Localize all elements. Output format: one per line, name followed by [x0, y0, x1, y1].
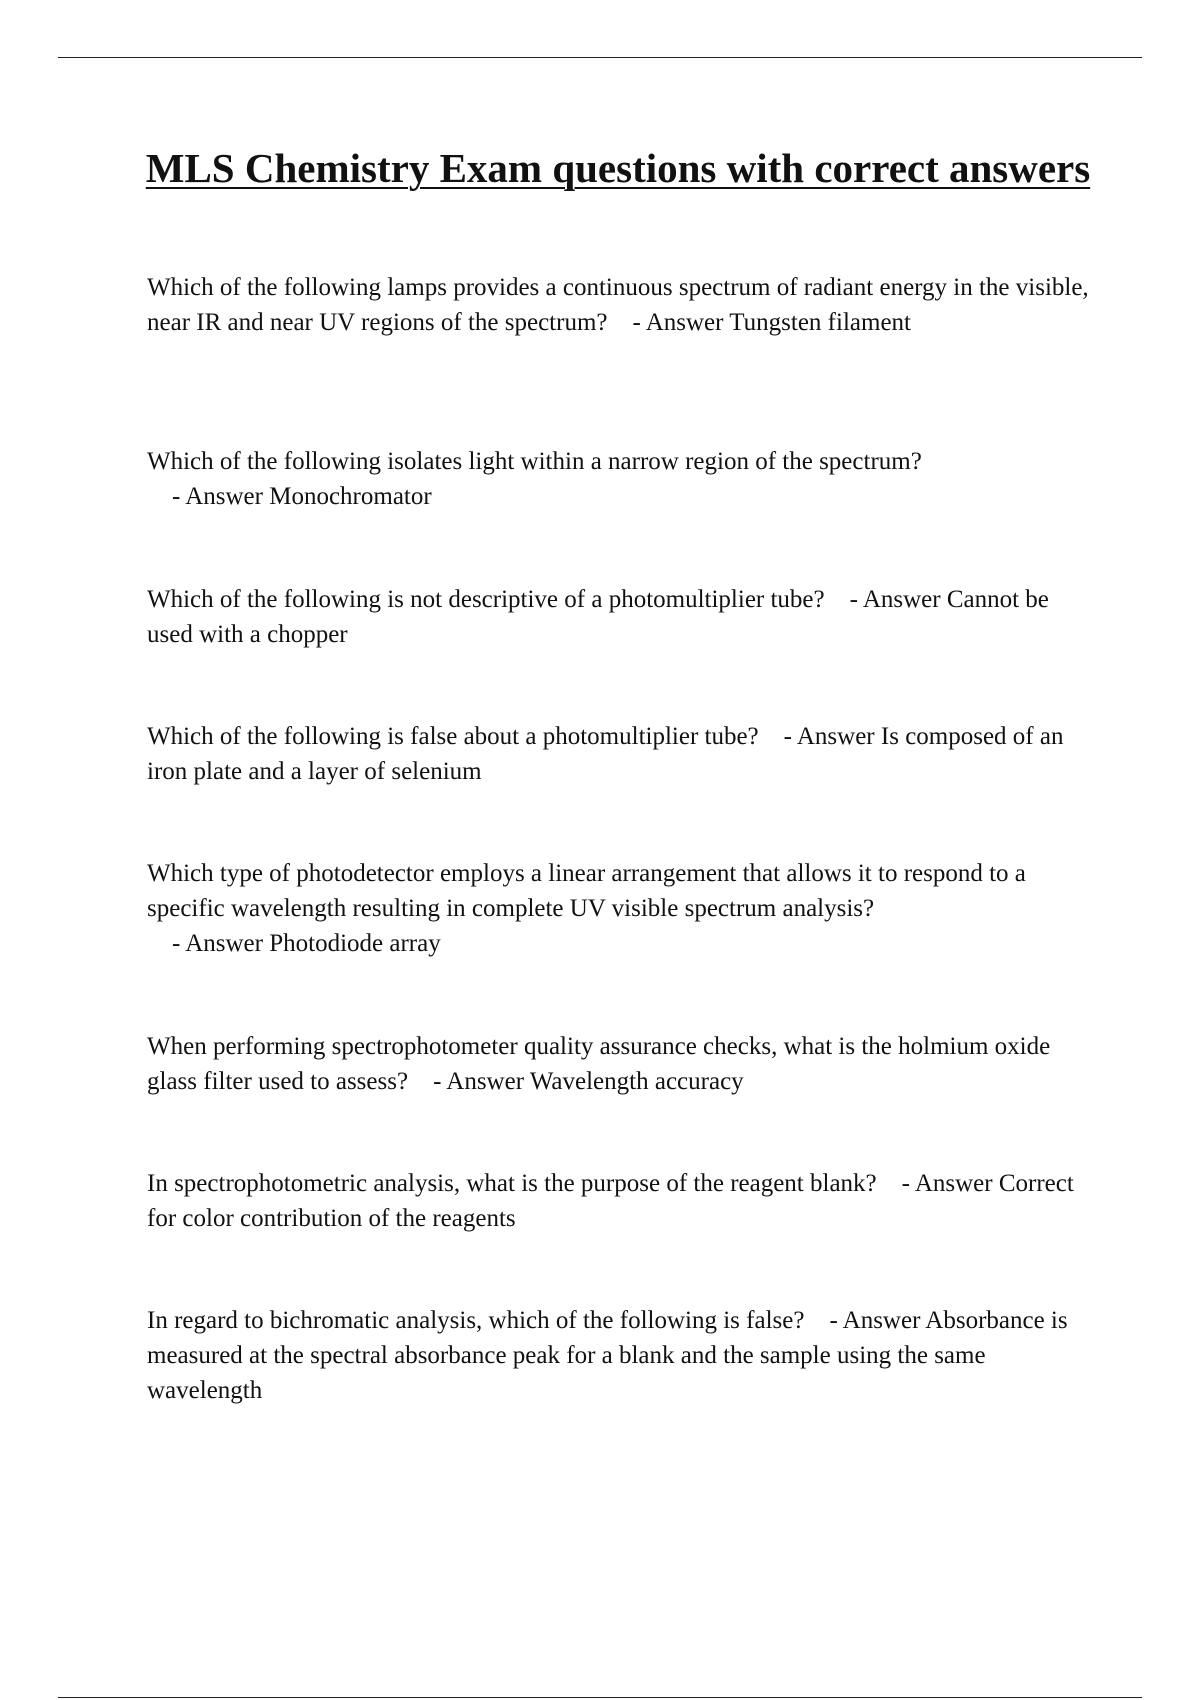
question-text: Which of the following is not descriptive of a photomultiplier tube?	[147, 586, 825, 613]
qa-item	[147, 1166, 1092, 1236]
qa-item	[147, 1303, 1092, 1408]
question-text: Which type of photodetector employs a linear arrangement that allows it to respond to a specific wavelength resulting in complete UV visible spectrum analysis?	[147, 860, 1026, 922]
answer-separator: - Answer	[147, 483, 270, 510]
qa-item	[147, 856, 1092, 961]
qa-item	[147, 719, 1092, 789]
answer-text: Is composed of an iron plate and a layer of selenium	[147, 723, 1064, 785]
question-text: Which of the following is false about a photomultiplier tube?	[147, 723, 759, 750]
answer-text: Monochromator	[269, 483, 432, 510]
question-text: In spectrophotometric analysis, what is the purpose of the reagent blank?	[147, 1170, 877, 1197]
answer-text: Absorbance is measured at the spectral absorbance peak for a blank and the sample using the same wavelength	[147, 1307, 1068, 1404]
answer-text: Correct for color contribution of the reagents	[147, 1170, 1074, 1232]
question-text: In regard to bichromatic analysis, which of the following is false?	[147, 1307, 805, 1334]
answer-separator: - Answer	[408, 1068, 530, 1095]
answer-separator: - Answer	[804, 1307, 926, 1334]
answer-text: Cannot be used with a chopper	[147, 586, 1049, 648]
question-text: Which of the following isolates light within a narrow region of the spectrum?	[147, 448, 922, 475]
answer-separator: - Answer	[147, 930, 270, 957]
bottom-rule	[58, 1697, 1142, 1698]
question-text: When performing spectrophotometer quality assurance checks, what is the holmium oxide glass filter used to assess?	[147, 1033, 1051, 1095]
qa-item	[147, 444, 1092, 514]
answer-separator: - Answer	[824, 586, 947, 613]
question-text: Which of the following lamps provides a continuous spectrum of radiant energy in the visible, near IR and near UV regions of the spectrum?	[147, 274, 1089, 336]
qa-item	[147, 270, 1092, 340]
answer-separator: - Answer	[758, 723, 881, 750]
answer-separator: - Answer	[876, 1170, 999, 1197]
answer-text: Photodiode array	[269, 930, 441, 957]
top-rule	[58, 57, 1142, 58]
qa-item	[147, 1029, 1092, 1099]
answer-text: Tungsten filament	[729, 309, 911, 336]
qa-item	[147, 582, 1092, 652]
answer-separator: - Answer	[607, 309, 730, 336]
answer-text: Wavelength accuracy	[529, 1068, 744, 1095]
document-title: MLS Chemistry Exam questions with correct answers	[145, 145, 1091, 191]
